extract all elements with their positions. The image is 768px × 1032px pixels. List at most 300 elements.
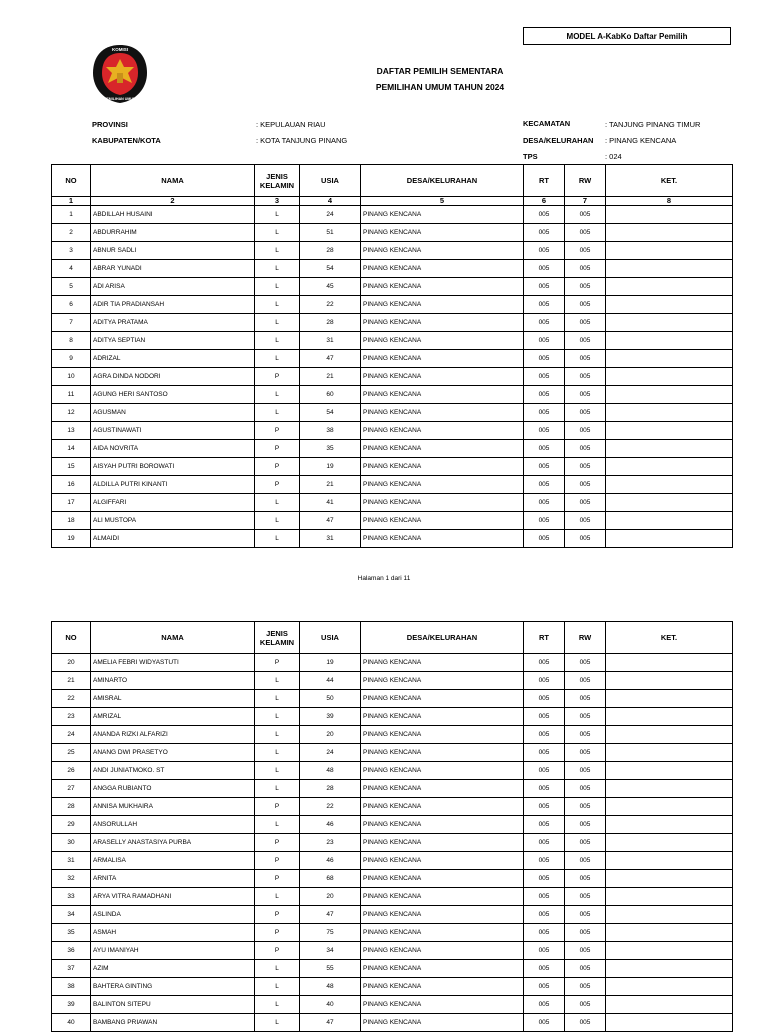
cell-no: 32: [52, 870, 91, 888]
cell-no: 8: [52, 332, 91, 350]
cell-rw: 005: [565, 512, 606, 530]
cell-ket: [606, 744, 733, 762]
cell-ket: [606, 960, 733, 978]
table-row: [52, 512, 733, 530]
cell-rw: 005: [565, 386, 606, 404]
cell-nama: ALMAIDI: [91, 530, 255, 548]
cell-ket: [606, 512, 733, 530]
cell-rw: 005: [565, 206, 606, 224]
cell-jenis-kelamin: L: [255, 206, 300, 224]
cell-jenis-kelamin: P: [255, 368, 300, 386]
cell-usia: 20: [300, 888, 361, 906]
voter-table-page2: [51, 621, 733, 1032]
cell-usia: 51: [300, 224, 361, 242]
cell-rt: 005: [524, 924, 565, 942]
cell-desa: PINANG KENCANA: [361, 404, 524, 422]
cell-desa: PINANG KENCANA: [361, 386, 524, 404]
table-row: [52, 494, 733, 512]
cell-nama: ALI MUSTOPA: [91, 512, 255, 530]
cell-no: 25: [52, 744, 91, 762]
cell-jenis-kelamin: P: [255, 852, 300, 870]
cell-rt: 005: [524, 726, 565, 744]
cell-no: 39: [52, 996, 91, 1014]
cell-nama: ARYA VITRA RAMADHANI: [91, 888, 255, 906]
cell-no: 28: [52, 798, 91, 816]
cell-rt: 005: [524, 260, 565, 278]
cell-nama: AGRA DINDA NODORI: [91, 368, 255, 386]
table-row: [52, 672, 733, 690]
cell-ket: [606, 386, 733, 404]
cell-nama: ADRIZAL: [91, 350, 255, 368]
table-row: [52, 224, 733, 242]
cell-usia: 38: [300, 422, 361, 440]
table-row: [52, 476, 733, 494]
cell-jenis-kelamin: L: [255, 762, 300, 780]
cell-jenis-kelamin: L: [255, 816, 300, 834]
cell-usia: 20: [300, 726, 361, 744]
cell-nama: AIDA NOVRITA: [91, 440, 255, 458]
cell-rt: 005: [524, 458, 565, 476]
cell-usia: 35: [300, 440, 361, 458]
cell-rw: 005: [565, 278, 606, 296]
cell-rw: 005: [565, 422, 606, 440]
cell-rt: 005: [524, 440, 565, 458]
table-row: [52, 386, 733, 404]
cell-jenis-kelamin: L: [255, 512, 300, 530]
cell-jenis-kelamin: L: [255, 960, 300, 978]
cell-ket: [606, 942, 733, 960]
cell-rw: 005: [565, 314, 606, 332]
cell-jenis-kelamin: L: [255, 350, 300, 368]
cell-desa: PINANG KENCANA: [361, 924, 524, 942]
cell-rt: 005: [524, 296, 565, 314]
col-number: 1: [52, 197, 91, 206]
cell-jenis-kelamin: P: [255, 870, 300, 888]
cell-ket: [606, 780, 733, 798]
cell-desa: PINANG KENCANA: [361, 242, 524, 260]
table-row: [52, 834, 733, 852]
table-row: [52, 744, 733, 762]
table-row: [52, 924, 733, 942]
cell-nama: ANGGA RUBIANTO: [91, 780, 255, 798]
cell-rw: 005: [565, 726, 606, 744]
cell-no: 40: [52, 1014, 91, 1032]
cell-rw: 005: [565, 530, 606, 548]
cell-desa: PINANG KENCANA: [361, 512, 524, 530]
cell-rt: 005: [524, 888, 565, 906]
cell-rt: 005: [524, 798, 565, 816]
cell-desa: PINANG KENCANA: [361, 278, 524, 296]
table-row: [52, 260, 733, 278]
cell-jenis-kelamin: L: [255, 708, 300, 726]
cell-jenis-kelamin: L: [255, 260, 300, 278]
cell-nama: ABDURRAHIM: [91, 224, 255, 242]
col-rw: RW: [565, 622, 606, 654]
cell-ket: [606, 242, 733, 260]
table-row: [52, 278, 733, 296]
cell-desa: PINANG KENCANA: [361, 726, 524, 744]
cell-desa: PINANG KENCANA: [361, 314, 524, 332]
cell-no: 27: [52, 780, 91, 798]
cell-nama: ARMALISA: [91, 852, 255, 870]
cell-ket: [606, 852, 733, 870]
cell-nama: ABNUR SADLI: [91, 242, 255, 260]
cell-nama: ANANG DWI PRASETYO: [91, 744, 255, 762]
cell-nama: AMRIZAL: [91, 708, 255, 726]
cell-rt: 005: [524, 404, 565, 422]
table-row: [52, 780, 733, 798]
cell-no: 18: [52, 512, 91, 530]
cell-desa: PINANG KENCANA: [361, 780, 524, 798]
cell-rw: 005: [565, 332, 606, 350]
cell-rw: 005: [565, 368, 606, 386]
cell-ket: [606, 278, 733, 296]
voter-rows-page1: [52, 206, 733, 548]
cell-jenis-kelamin: L: [255, 888, 300, 906]
cell-ket: [606, 206, 733, 224]
voter-table-page1: [51, 164, 733, 548]
cell-ket: [606, 708, 733, 726]
cell-no: 33: [52, 888, 91, 906]
cell-rt: 005: [524, 494, 565, 512]
cell-nama: ABDILLAH HUSAINI: [91, 206, 255, 224]
table-row: [52, 996, 733, 1014]
cell-jenis-kelamin: L: [255, 726, 300, 744]
cell-usia: 46: [300, 852, 361, 870]
cell-rw: 005: [565, 350, 606, 368]
cell-jenis-kelamin: L: [255, 744, 300, 762]
cell-jenis-kelamin: L: [255, 242, 300, 260]
cell-nama: AMELIA FEBRI WIDYASTUTI: [91, 654, 255, 672]
cell-desa: PINANG KENCANA: [361, 888, 524, 906]
cell-rw: 005: [565, 942, 606, 960]
cell-jenis-kelamin: P: [255, 654, 300, 672]
cell-no: 3: [52, 242, 91, 260]
cell-usia: 50: [300, 690, 361, 708]
cell-no: 15: [52, 458, 91, 476]
cell-usia: 40: [300, 996, 361, 1014]
cell-ket: [606, 798, 733, 816]
cell-desa: PINANG KENCANA: [361, 458, 524, 476]
cell-rt: 005: [524, 942, 565, 960]
tps-value: : 024: [605, 152, 622, 161]
cell-nama: ANANDA RIZKI ALFARIZI: [91, 726, 255, 744]
cell-jenis-kelamin: L: [255, 296, 300, 314]
cell-desa: PINANG KENCANA: [361, 206, 524, 224]
cell-usia: 19: [300, 458, 361, 476]
cell-usia: 24: [300, 206, 361, 224]
cell-jenis-kelamin: P: [255, 476, 300, 494]
cell-jenis-kelamin: L: [255, 332, 300, 350]
cell-ket: [606, 816, 733, 834]
cell-desa: PINANG KENCANA: [361, 744, 524, 762]
table-row: [52, 422, 733, 440]
cell-jenis-kelamin: P: [255, 798, 300, 816]
cell-no: 12: [52, 404, 91, 422]
cell-jenis-kelamin: L: [255, 224, 300, 242]
cell-ket: [606, 440, 733, 458]
cell-usia: 39: [300, 708, 361, 726]
cell-no: 14: [52, 440, 91, 458]
cell-rt: 005: [524, 278, 565, 296]
cell-no: 9: [52, 350, 91, 368]
cell-rw: 005: [565, 960, 606, 978]
desa-value: : PINANG KENCANA: [605, 136, 677, 145]
cell-nama: ARASELLY ANASTASIYA PURBA: [91, 834, 255, 852]
cell-usia: 28: [300, 242, 361, 260]
desa-label: DESA/KELURAHAN: [523, 136, 594, 145]
cell-no: 6: [52, 296, 91, 314]
cell-jenis-kelamin: L: [255, 494, 300, 512]
cell-no: 11: [52, 386, 91, 404]
table-row: [52, 458, 733, 476]
model-label: MODEL A-KabKo Daftar Pemilih: [523, 27, 731, 45]
cell-rw: 005: [565, 888, 606, 906]
cell-rt: 005: [524, 960, 565, 978]
col-number: 7: [565, 197, 606, 206]
cell-rt: 005: [524, 978, 565, 996]
cell-no: 19: [52, 530, 91, 548]
cell-jenis-kelamin: L: [255, 978, 300, 996]
cell-rt: 005: [524, 744, 565, 762]
col-no: NO: [52, 165, 91, 197]
cell-ket: [606, 332, 733, 350]
table-row: [52, 762, 733, 780]
cell-ket: [606, 422, 733, 440]
cell-desa: PINANG KENCANA: [361, 350, 524, 368]
cell-desa: PINANG KENCANA: [361, 708, 524, 726]
tps-label: TPS: [523, 152, 538, 161]
cell-jenis-kelamin: L: [255, 690, 300, 708]
cell-jenis-kelamin: L: [255, 672, 300, 690]
cell-no: 38: [52, 978, 91, 996]
table-row: [52, 708, 733, 726]
col-jenis-kelamin: JENIS KELAMIN: [255, 622, 300, 654]
cell-no: 2: [52, 224, 91, 242]
cell-ket: [606, 834, 733, 852]
cell-rt: 005: [524, 1014, 565, 1032]
cell-usia: 21: [300, 476, 361, 494]
cell-rt: 005: [524, 708, 565, 726]
cell-nama: ADI ARISA: [91, 278, 255, 296]
table-row: [52, 816, 733, 834]
cell-nama: ADITYA PRATAMA: [91, 314, 255, 332]
cell-nama: AGUSMAN: [91, 404, 255, 422]
col-number: 3: [255, 197, 300, 206]
cell-no: 35: [52, 924, 91, 942]
cell-ket: [606, 924, 733, 942]
cell-ket: [606, 726, 733, 744]
cell-ket: [606, 888, 733, 906]
cell-desa: PINANG KENCANA: [361, 942, 524, 960]
cell-no: 21: [52, 672, 91, 690]
kecamatan-label: KECAMATAN: [523, 119, 571, 128]
cell-usia: 44: [300, 672, 361, 690]
cell-ket: [606, 368, 733, 386]
cell-rw: 005: [565, 798, 606, 816]
document-title: DAFTAR PEMILIH SEMENTARA: [376, 66, 504, 76]
cell-rt: 005: [524, 870, 565, 888]
cell-no: 22: [52, 690, 91, 708]
cell-rt: 005: [524, 314, 565, 332]
cell-rt: 005: [524, 332, 565, 350]
kabupaten-value: : KOTA TANJUNG PINANG: [256, 136, 348, 145]
table-row: [52, 726, 733, 744]
cell-ket: [606, 978, 733, 996]
cell-nama: ANNISA MUKHAIRA: [91, 798, 255, 816]
cell-nama: AMINARTO: [91, 672, 255, 690]
cell-nama: ALGIFFARI: [91, 494, 255, 512]
col-number: 6: [524, 197, 565, 206]
col-number: 4: [300, 197, 361, 206]
cell-rw: 005: [565, 404, 606, 422]
cell-ket: [606, 672, 733, 690]
svg-text:PEMILIHAN UMUM: PEMILIHAN UMUM: [104, 97, 136, 101]
cell-rt: 005: [524, 206, 565, 224]
cell-no: 10: [52, 368, 91, 386]
column-number-row: [52, 197, 733, 206]
cell-rt: 005: [524, 672, 565, 690]
cell-usia: 22: [300, 296, 361, 314]
cell-no: 34: [52, 906, 91, 924]
cell-nama: AMISRAL: [91, 690, 255, 708]
cell-rt: 005: [524, 368, 565, 386]
cell-desa: PINANG KENCANA: [361, 530, 524, 548]
cell-desa: PINANG KENCANA: [361, 870, 524, 888]
cell-ket: [606, 224, 733, 242]
col-no: NO: [52, 622, 91, 654]
cell-desa: PINANG KENCANA: [361, 852, 524, 870]
table-row: [52, 798, 733, 816]
provinsi-value: : KEPULAUAN RIAU: [256, 120, 326, 129]
cell-no: 24: [52, 726, 91, 744]
col-desa: DESA/KELURAHAN: [361, 622, 524, 654]
cell-desa: PINANG KENCANA: [361, 422, 524, 440]
cell-ket: [606, 996, 733, 1014]
cell-desa: PINANG KENCANA: [361, 906, 524, 924]
col-usia: USIA: [300, 165, 361, 197]
cell-desa: PINANG KENCANA: [361, 798, 524, 816]
cell-jenis-kelamin: L: [255, 996, 300, 1014]
cell-usia: 48: [300, 762, 361, 780]
cell-nama: ARNITA: [91, 870, 255, 888]
cell-desa: PINANG KENCANA: [361, 332, 524, 350]
cell-jenis-kelamin: L: [255, 1014, 300, 1032]
cell-rt: 005: [524, 530, 565, 548]
cell-nama: AYU IMANIYAH: [91, 942, 255, 960]
cell-nama: ANDI JUNIATMOKO. ST: [91, 762, 255, 780]
cell-usia: 23: [300, 834, 361, 852]
cell-ket: [606, 1014, 733, 1032]
cell-nama: BAHTERA GINTING: [91, 978, 255, 996]
cell-rt: 005: [524, 350, 565, 368]
cell-desa: PINANG KENCANA: [361, 834, 524, 852]
cell-no: 37: [52, 960, 91, 978]
kabupaten-label: KABUPATEN/KOTA: [92, 136, 161, 145]
cell-rt: 005: [524, 654, 565, 672]
cell-rw: 005: [565, 708, 606, 726]
cell-desa: PINANG KENCANA: [361, 440, 524, 458]
cell-no: 31: [52, 852, 91, 870]
cell-rt: 005: [524, 834, 565, 852]
cell-rw: 005: [565, 780, 606, 798]
kpu-logo: [90, 43, 150, 105]
cell-usia: 41: [300, 494, 361, 512]
cell-rw: 005: [565, 744, 606, 762]
cell-desa: PINANG KENCANA: [361, 494, 524, 512]
cell-ket: [606, 494, 733, 512]
cell-rw: 005: [565, 690, 606, 708]
cell-rw: 005: [565, 996, 606, 1014]
table-row: [52, 332, 733, 350]
cell-rw: 005: [565, 494, 606, 512]
cell-jenis-kelamin: L: [255, 404, 300, 422]
cell-no: 16: [52, 476, 91, 494]
cell-usia: 46: [300, 816, 361, 834]
cell-no: 36: [52, 942, 91, 960]
cell-jenis-kelamin: P: [255, 906, 300, 924]
page-indicator: Halaman 1 dari 11: [357, 575, 411, 582]
cell-desa: PINANG KENCANA: [361, 1014, 524, 1032]
cell-ket: [606, 906, 733, 924]
cell-usia: 75: [300, 924, 361, 942]
table-row: [52, 978, 733, 996]
table-row: [52, 350, 733, 368]
cell-rt: 005: [524, 386, 565, 404]
table-row: [52, 314, 733, 332]
cell-usia: 47: [300, 1014, 361, 1032]
cell-rw: 005: [565, 906, 606, 924]
cell-rw: 005: [565, 852, 606, 870]
cell-no: 5: [52, 278, 91, 296]
cell-usia: 54: [300, 404, 361, 422]
cell-desa: PINANG KENCANA: [361, 762, 524, 780]
cell-rt: 005: [524, 422, 565, 440]
cell-rw: 005: [565, 296, 606, 314]
svg-text:KOMISI: KOMISI: [111, 47, 129, 52]
table-row: [52, 690, 733, 708]
cell-ket: [606, 654, 733, 672]
cell-usia: 28: [300, 314, 361, 332]
col-ket: KET.: [606, 622, 733, 654]
cell-usia: 47: [300, 906, 361, 924]
cell-ket: [606, 350, 733, 368]
cell-usia: 31: [300, 530, 361, 548]
cell-no: 29: [52, 816, 91, 834]
cell-desa: PINANG KENCANA: [361, 476, 524, 494]
cell-jenis-kelamin: P: [255, 942, 300, 960]
voter-rows-page2: [52, 654, 733, 1032]
cell-jenis-kelamin: L: [255, 314, 300, 332]
cell-desa: PINANG KENCANA: [361, 368, 524, 386]
col-desa: DESA/KELURAHAN: [361, 165, 524, 197]
cell-no: 20: [52, 654, 91, 672]
cell-rt: 005: [524, 816, 565, 834]
cell-nama: ADIR TIA PRADIANSAH: [91, 296, 255, 314]
cell-ket: [606, 870, 733, 888]
cell-rw: 005: [565, 260, 606, 278]
cell-nama: AISYAH PUTRI BOROWATI: [91, 458, 255, 476]
cell-nama: ABRAR YUNADI: [91, 260, 255, 278]
cell-usia: 68: [300, 870, 361, 888]
cell-desa: PINANG KENCANA: [361, 690, 524, 708]
document-subtitle: PEMILIHAN UMUM TAHUN 2024: [375, 82, 505, 92]
cell-nama: AGUSTINAWATI: [91, 422, 255, 440]
cell-usia: 48: [300, 978, 361, 996]
cell-nama: ASMAH: [91, 924, 255, 942]
cell-no: 4: [52, 260, 91, 278]
cell-desa: PINANG KENCANA: [361, 224, 524, 242]
